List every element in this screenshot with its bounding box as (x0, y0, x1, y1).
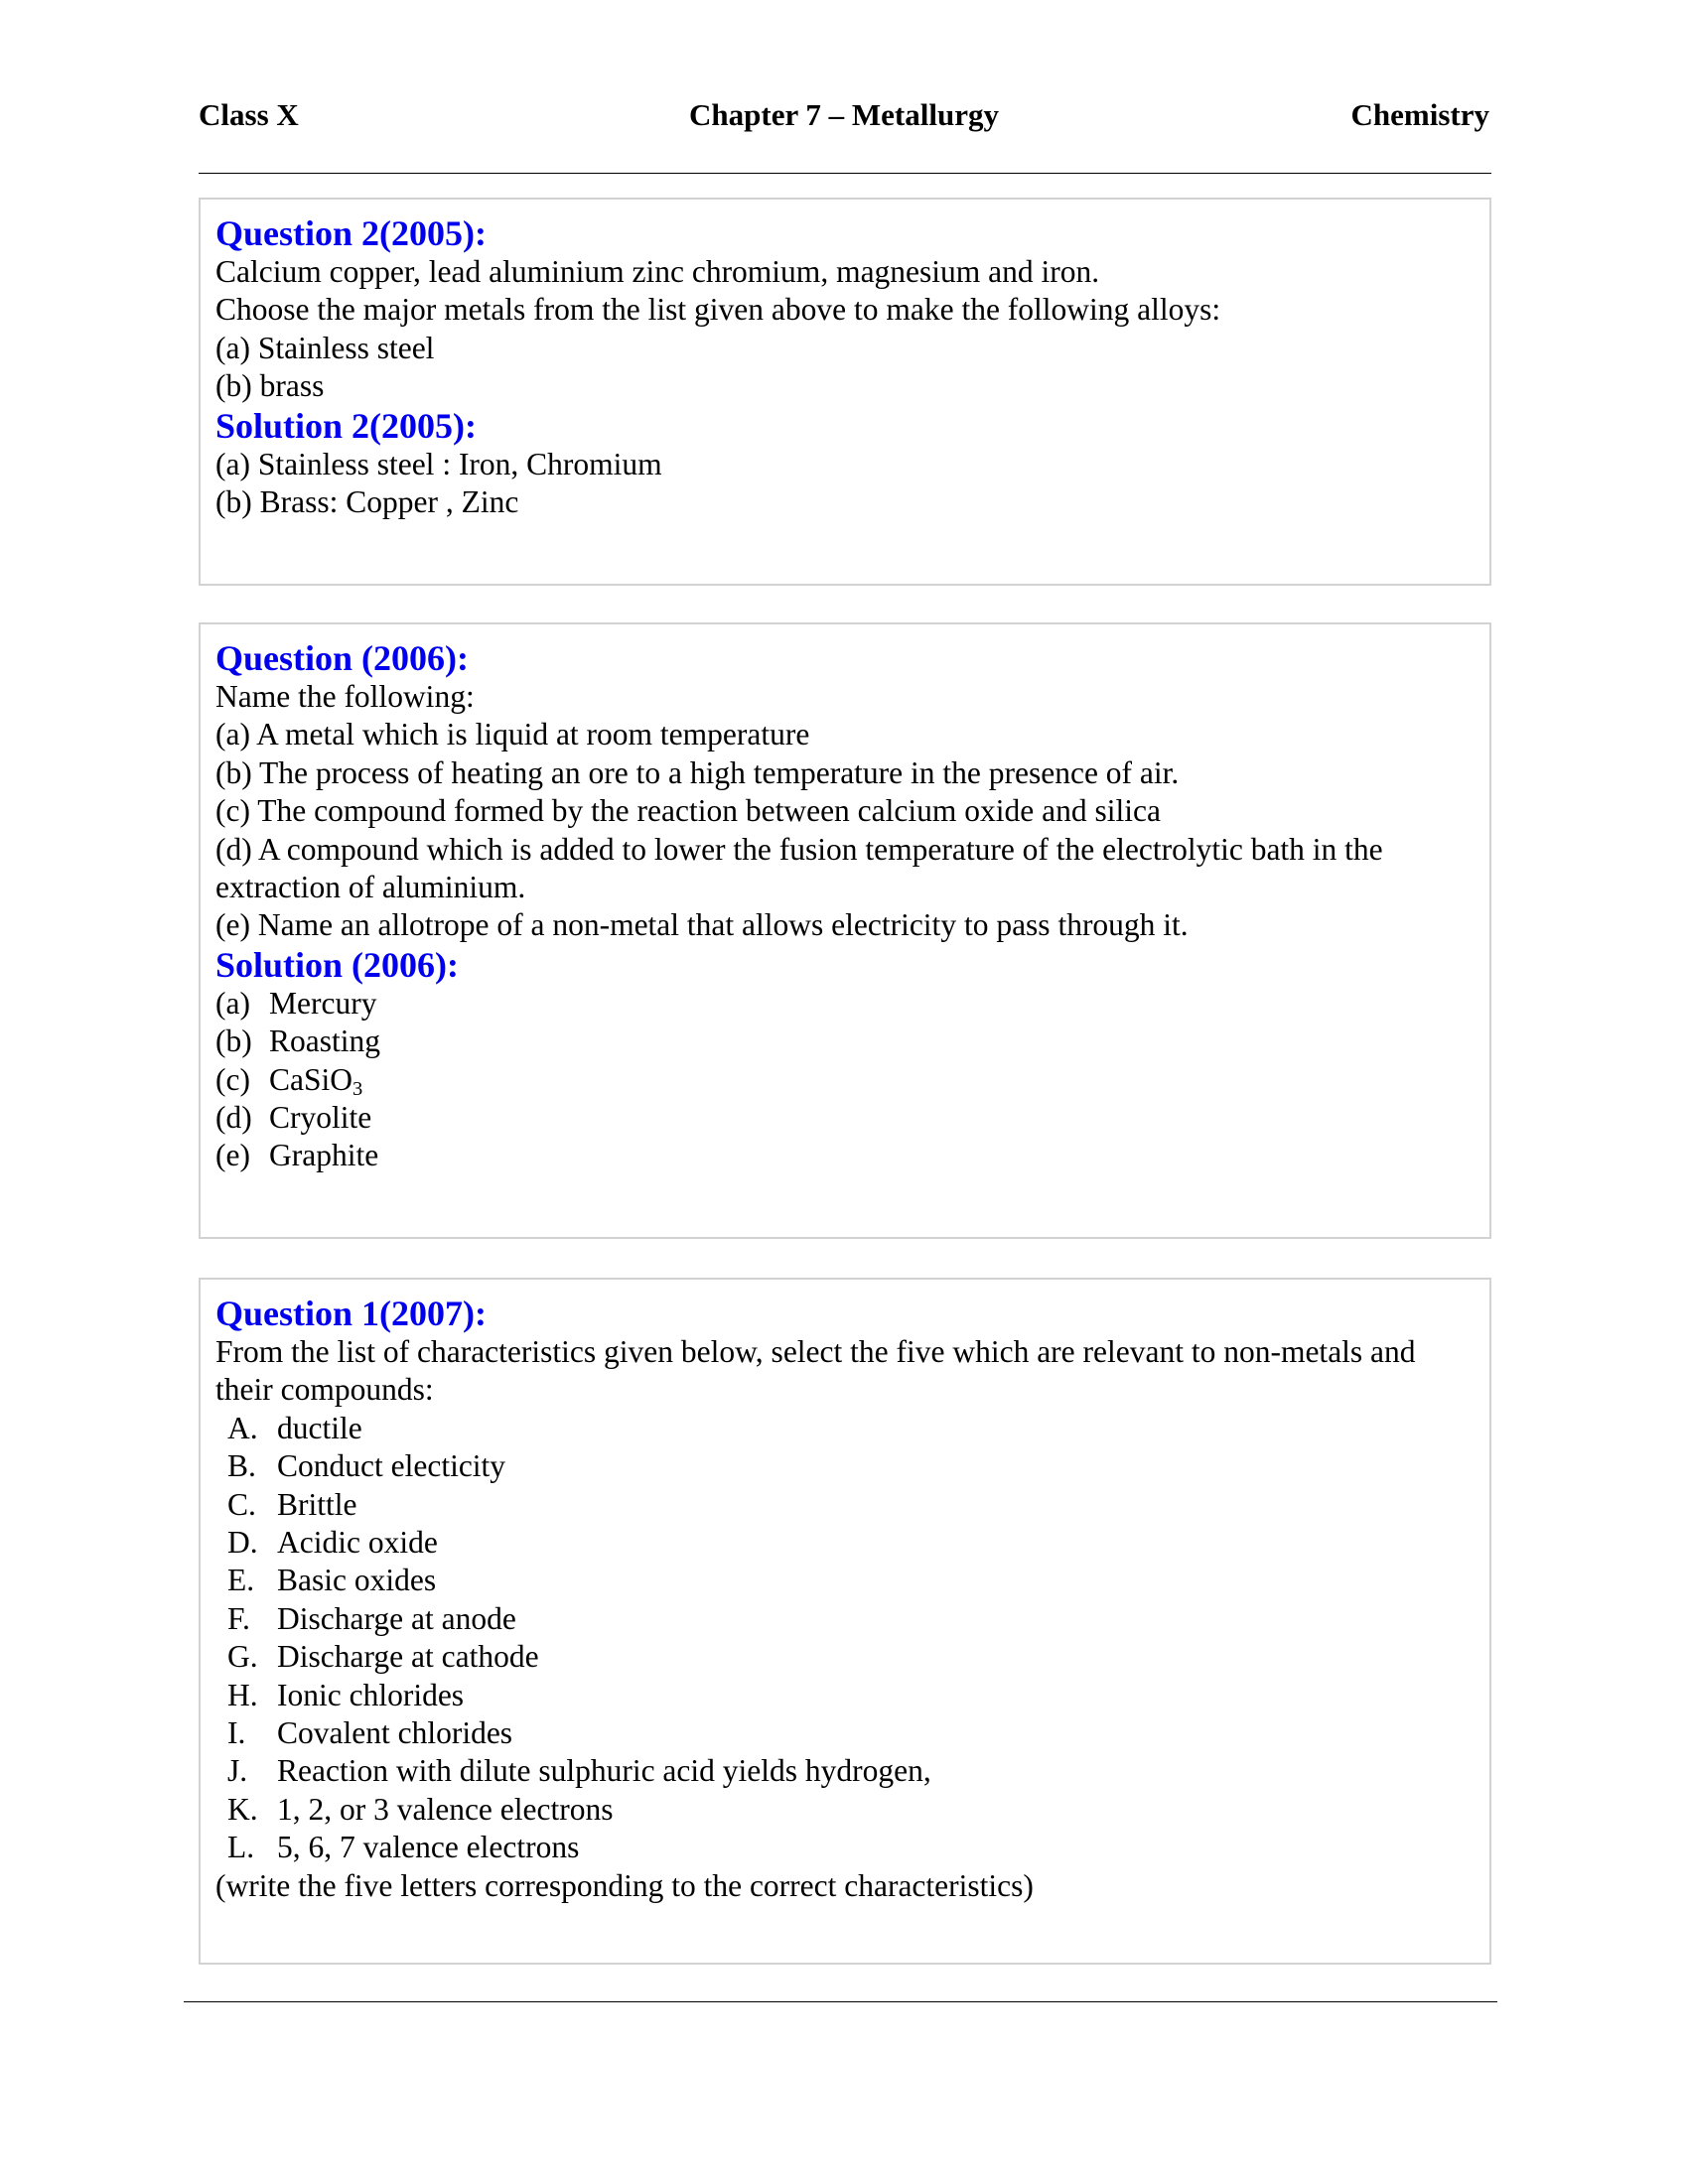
solution-text: Cryolite (269, 1100, 372, 1136)
option-label: D. (227, 1525, 258, 1561)
option-label: A. (227, 1410, 258, 1445)
solution-formula (269, 1061, 362, 1099)
option-text: Discharge at cathode (277, 1639, 539, 1675)
question-line: Calcium copper, lead aluminium zinc chromium, magnesium and iron. (215, 254, 1100, 289)
option-text: Acidic oxide (277, 1525, 438, 1561)
option-item (215, 1829, 1476, 1866)
solution-label: (e) (215, 1138, 250, 1173)
option-text: ductile (277, 1410, 362, 1445)
header-chapter: Chapter 7 – Metallurgy (689, 97, 999, 132)
option-item (215, 1600, 1476, 1638)
option-label: L. (227, 1830, 255, 1865)
solution-heading: Solution 2(2005): (215, 405, 478, 446)
option-text: Brittle (277, 1486, 357, 1522)
solution-text: Roasting (269, 1024, 381, 1059)
solution-item (215, 1061, 1476, 1099)
footer-divider (184, 2001, 1497, 2002)
solution-line: (a) Stainless steel : Iron, Chromium (215, 446, 662, 481)
question-line: (a) Stainless steel (215, 330, 435, 365)
option-label: C. (227, 1486, 256, 1522)
option-item (215, 1677, 1476, 1714)
question-line: (d) A compound which is added to lower the fusion temperature of the electrolytic bath in the extraction of aluminium. (215, 831, 1383, 905)
question-line: Name the following: (215, 679, 475, 714)
question-line: (b) brass (215, 368, 325, 404)
solution-text: Graphite (269, 1138, 379, 1173)
solution-line: (b) Brass: Copper , Zinc (215, 484, 519, 520)
option-item (215, 1562, 1476, 1599)
question-box-2006 (199, 622, 1491, 1239)
option-label: B. (227, 1448, 256, 1484)
option-text: Covalent chlorides (277, 1715, 513, 1751)
question-intro: From the list of characteristics given below, select the five which are relevant to non-metals and their compounds: (215, 1334, 1416, 1408)
option-text: 1, 2, or 3 valence electrons (277, 1791, 614, 1827)
option-item (215, 1791, 1476, 1829)
question-box-2005 (199, 198, 1491, 586)
formula-subscript: 3 (352, 1077, 363, 1100)
question-box-2007 (199, 1278, 1491, 1965)
option-item (215, 1524, 1476, 1562)
option-item (215, 1447, 1476, 1485)
option-text: Ionic chlorides (277, 1677, 465, 1712)
solution-item (215, 1023, 1476, 1060)
solution-label: (b) (215, 1024, 252, 1059)
solution-item (215, 1137, 1476, 1174)
question-line: Choose the major metals from the list given above to make the following alloys: (215, 292, 1221, 328)
formula-text: CaSiO (269, 1061, 353, 1097)
question-line: (b) The process of heating an ore to a high temperature in the presence of air. (215, 754, 1180, 790)
solution-label: (a) (215, 985, 250, 1021)
question-heading: Question 1(2007): (215, 1294, 487, 1333)
solution-text: Mercury (269, 985, 377, 1021)
header-subject: Chemistry (1350, 97, 1489, 132)
option-item (215, 1752, 1476, 1790)
question-line: (c) The compound formed by the reaction between calcium oxide and silica (215, 793, 1161, 829)
option-label: I. (227, 1715, 246, 1751)
question-line: (a) A metal which is liquid at room temperature (215, 717, 810, 752)
option-text: 5, 6, 7 valence electrons (277, 1830, 580, 1865)
option-item (215, 1486, 1476, 1524)
question-heading: Question (2006): (215, 638, 469, 678)
solution-label: (d) (215, 1100, 252, 1136)
option-item (215, 1638, 1476, 1676)
solution-item (215, 1099, 1476, 1137)
question-footer: (write the five letters corresponding to the correct characteristics) (215, 1867, 1034, 1903)
option-label: H. (227, 1677, 258, 1712)
solution-label: (c) (215, 1061, 250, 1097)
option-label: E. (227, 1563, 255, 1598)
option-item (215, 1714, 1476, 1752)
solution-item (215, 985, 1476, 1023)
header-class: Class X (199, 97, 299, 132)
option-item (215, 1410, 1476, 1447)
option-label: G. (227, 1639, 258, 1675)
solution-heading: Solution (2006): (215, 944, 460, 985)
option-text: Discharge at anode (277, 1600, 516, 1636)
option-text: Reaction with dilute sulphuric acid yields hydrogen, (277, 1753, 931, 1789)
option-text: Conduct electicity (277, 1448, 506, 1484)
question-heading: Question 2(2005): (215, 213, 487, 253)
question-line: (e) Name an allotrope of a non-metal that allows electricity to pass through it. (215, 907, 1189, 943)
header-divider (199, 173, 1491, 174)
option-label: J. (227, 1753, 248, 1789)
page-header (199, 97, 1489, 145)
option-text: Basic oxides (277, 1563, 437, 1598)
option-label: K. (227, 1791, 258, 1827)
option-label: F. (227, 1600, 250, 1636)
